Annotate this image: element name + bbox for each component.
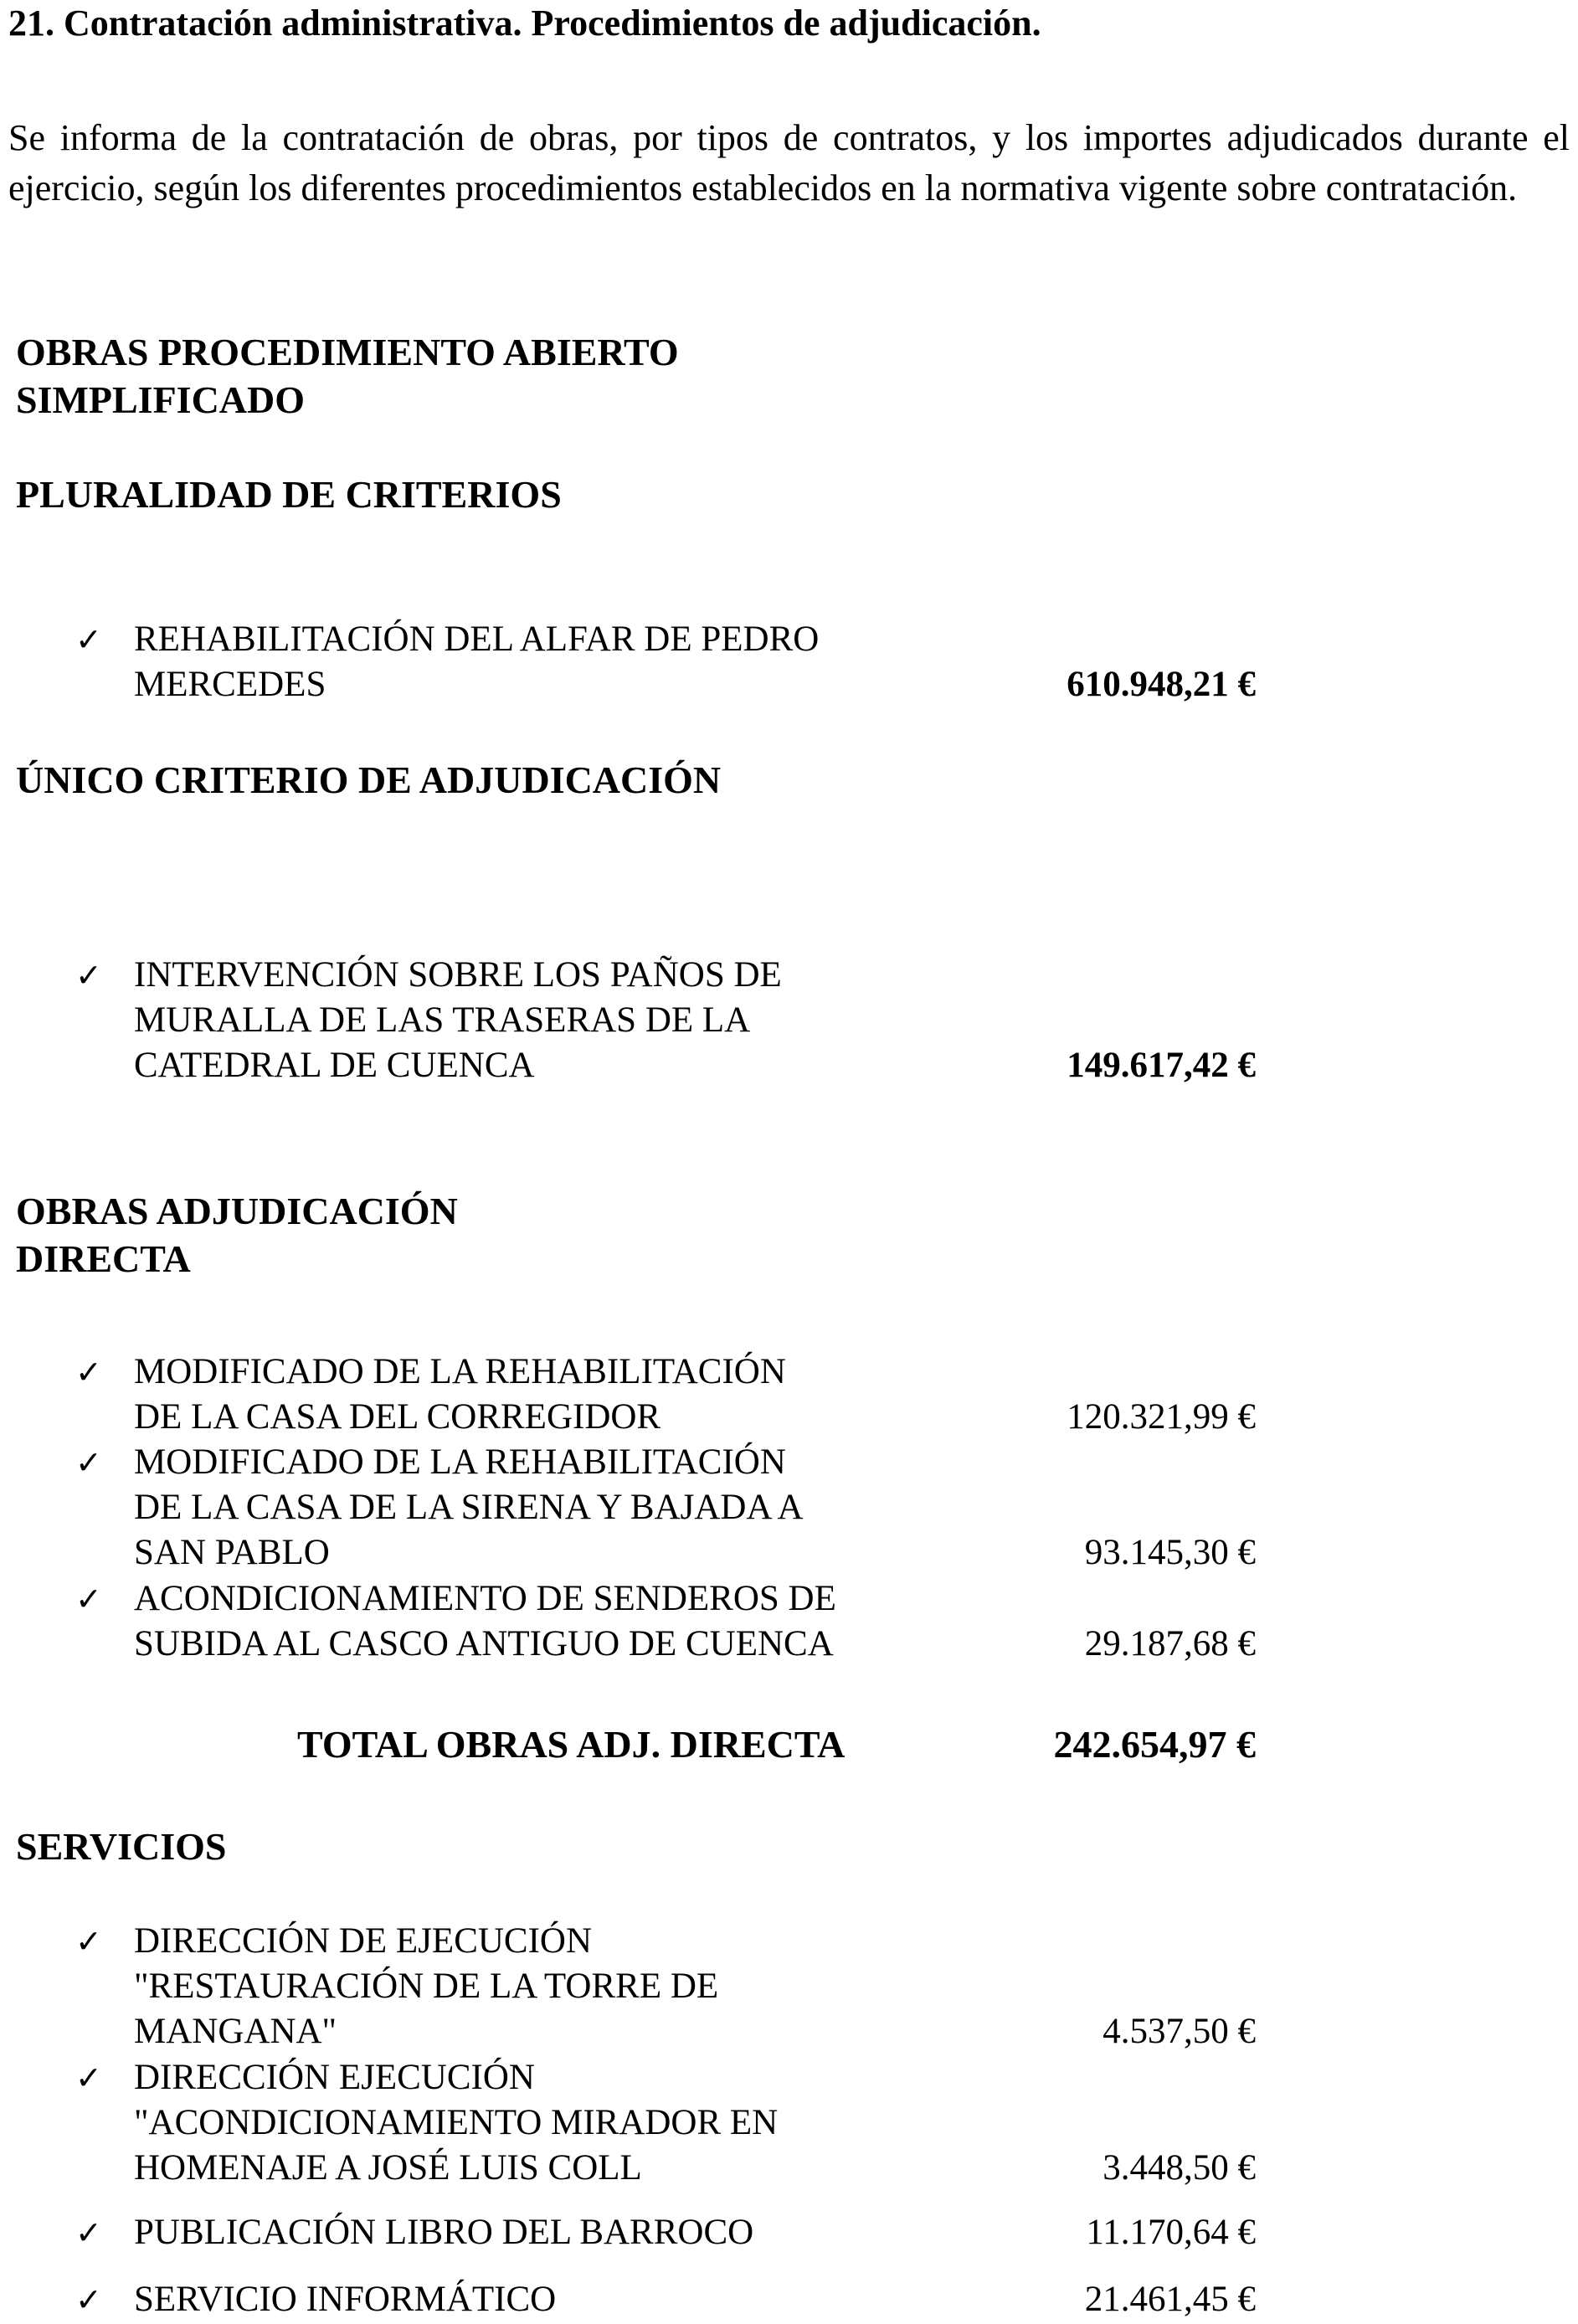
section-heading-pluralidad: PLURALIDAD DE CRITERIOS (16, 473, 562, 516)
item-description: MODIFICADO DE LA REHABILITACIÓN DE LA CASA DE LA SIRENA Y BAJADA A SAN PABLO (134, 1442, 804, 1572)
total-label: TOTAL OBRAS ADJ. DIRECTA (297, 1723, 846, 1766)
item-amount: 120.321,99 € (1067, 1397, 1256, 1437)
total-row (297, 1720, 1256, 1768)
section-heading-line: OBRAS ADJUDICACIÓN (16, 1190, 458, 1232)
item-description: PUBLICACIÓN LIBRO DEL BARROCO (134, 2213, 754, 2252)
section-heading-abierto-simplificado (16, 328, 679, 424)
item-amount: 21.461,45 € (1084, 2280, 1256, 2319)
total-amount: 242.654,97 € (1053, 1723, 1256, 1766)
list-item (75, 1440, 1256, 1576)
item-description: DIRECCIÓN DE EJECUCIÓN "RESTAURACIÓN DE LA TORRE DE MANGANA" (134, 1921, 719, 2051)
list-item (75, 1919, 1256, 2054)
check-icon: ✓ (75, 2059, 102, 2096)
check-icon: ✓ (75, 1444, 102, 1481)
item-description: INTERVENCIÓN SOBRE LOS PAÑOS DE MURALLA DE LAS TRASERAS DE LA CATEDRAL DE CUENCA (134, 955, 782, 1085)
check-icon: ✓ (75, 621, 102, 658)
item-description: DIRECCIÓN EJECUCIÓN "ACONDICIONAMIENTO MIRADOR EN HOMENAJE A JOSÉ LUIS COLL (134, 2058, 779, 2188)
check-icon: ✓ (75, 1581, 102, 1617)
list-item (75, 2210, 1256, 2255)
item-amount: 149.617,42 € (1067, 1046, 1256, 1085)
item-amount: 11.170,64 € (1086, 2213, 1256, 2252)
check-icon: ✓ (75, 957, 102, 994)
item-description: REHABILITACIÓN DEL ALFAR DE PEDRO MERCEDES (134, 620, 820, 704)
list-item (75, 953, 1256, 1088)
list-item (75, 617, 1256, 707)
check-icon: ✓ (75, 2281, 102, 2318)
item-description: ACONDICIONAMIENTO DE SENDEROS DE SUBIDA AL CASCO ANTIGUO DE CUENCA (134, 1579, 836, 1663)
list-item (75, 1576, 1256, 1667)
section-heading-servicios: SERVICIOS (16, 1825, 227, 1868)
check-icon: ✓ (75, 1354, 102, 1391)
item-amount: 3.448,50 € (1103, 2148, 1256, 2188)
section-heading-unico: ÚNICO CRITERIO DE ADJUDICACIÓN (16, 758, 722, 801)
check-icon: ✓ (75, 2214, 102, 2251)
section-heading-line: SIMPLIFICADO (16, 378, 306, 421)
section-heading-line: OBRAS PROCEDIMIENTO ABIERTO (16, 331, 679, 373)
list-item (75, 2277, 1256, 2322)
list-item (75, 2055, 1256, 2191)
section-heading-line: DIRECTA (16, 1237, 191, 1280)
intro-paragraph (8, 113, 1570, 213)
item-amount: 29.187,68 € (1084, 1624, 1256, 1663)
item-description: SERVICIO INFORMÁTICO (134, 2280, 557, 2319)
item-description: MODIFICADO DE LA REHABILITACIÓN DE LA CASA DEL CORREGIDOR (134, 1352, 786, 1437)
item-amount: 4.537,50 € (1103, 2012, 1256, 2051)
item-amount: 93.145,30 € (1084, 1533, 1256, 1572)
document-heading: 21. Contratación administrativa. Procedimientos de adjudicación. (8, 3, 1041, 44)
list-item (75, 1350, 1256, 1440)
intro-text: Se informa de la contratación de obras, por tipos de contratos, y los importes adjudicados durante el ejercicio, según los diferentes procedimientos establecidos en la normativa vigente sobre contratación. (8, 117, 1570, 208)
check-icon: ✓ (75, 1923, 102, 1960)
item-amount: 610.948,21 € (1067, 665, 1256, 704)
section-heading-adjudicacion-directa (16, 1187, 458, 1283)
